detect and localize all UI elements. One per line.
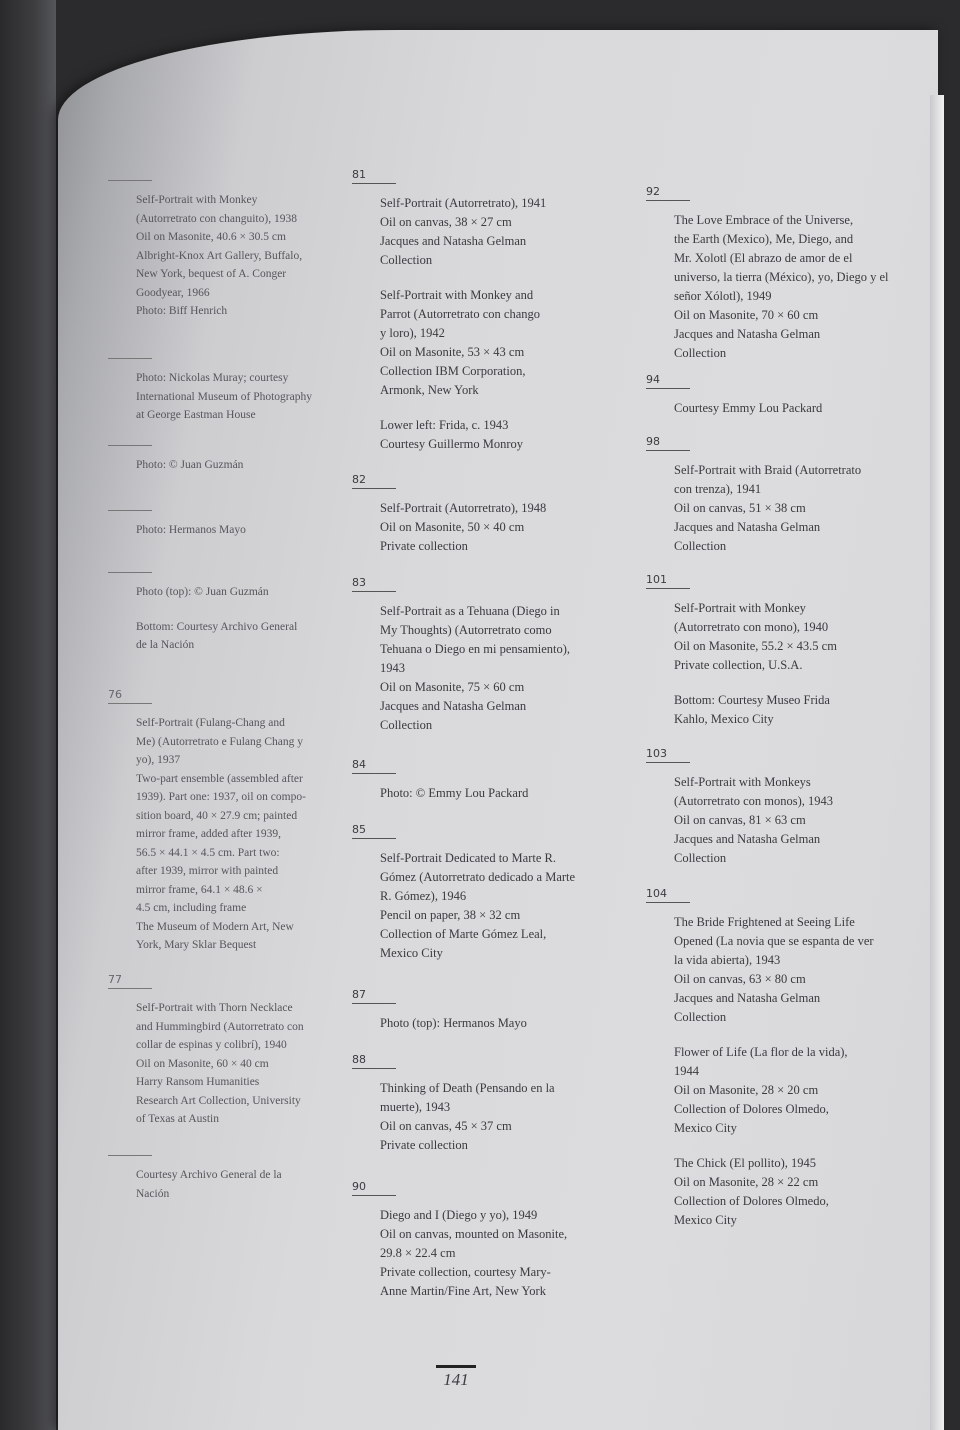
caption-text: [674, 599, 886, 729]
plate-number: [108, 508, 152, 511]
plate-number: 92: [646, 185, 690, 201]
caption-line: Self-Portrait with Monkey and: [380, 288, 534, 302]
caption-line: and Hummingbird (Autorretrato con: [136, 1020, 304, 1033]
caption-line: The Chick (El pollito), 1945: [674, 1156, 816, 1170]
caption-line: Collection: [380, 718, 433, 732]
caption-line: Courtesy Archivo General de la: [136, 1169, 282, 1181]
plate-number: 83: [352, 576, 396, 592]
caption-text: [136, 999, 348, 1129]
caption-line: la vida abierta), 1943: [674, 953, 781, 967]
caption-line: Private collection, courtesy Mary-: [380, 1265, 551, 1279]
page-edge-stack: [930, 95, 944, 1430]
caption-line: 56.5 × 44.1 × 4.5 cm. Part two:: [136, 846, 280, 859]
plate-number: 85: [352, 823, 396, 839]
caption-line: Jacques and Natasha Gelman: [674, 520, 821, 534]
caption-line: Harry Ransom Humanities: [136, 1076, 260, 1088]
caption-line: collar de espinas y colibrí), 1940: [136, 1039, 287, 1051]
caption-line: Gómez (Autorretrato dedicado a Marte: [380, 870, 576, 884]
caption-text: [136, 583, 348, 655]
caption-entry: [646, 373, 886, 418]
caption-line: (Autorretrato con changuito), 1938: [136, 212, 297, 225]
caption-line: muerte), 1943: [380, 1100, 451, 1114]
caption-line: Mexico City: [674, 1121, 737, 1135]
caption-line: Bottom: Courtesy Museo Frida: [674, 693, 830, 707]
caption-line: Mr. Xolotl (El abrazo de amor de el: [674, 251, 853, 265]
caption-line: Photo (top): Hermanos Mayo: [380, 1016, 527, 1030]
caption-line: New York, bequest of A. Conger: [136, 268, 287, 280]
caption-line: Self-Portrait (Autorretrato), 1941: [380, 196, 547, 210]
plate-number: 76: [108, 688, 152, 704]
caption-line: Photo: Hermanos Mayo: [136, 524, 246, 536]
caption-line: Photo: Biff Henrich: [136, 305, 228, 317]
caption-entry: [352, 988, 592, 1033]
caption-entry: [108, 443, 348, 475]
caption-line: Oil on canvas, 45 × 37 cm: [380, 1119, 512, 1133]
plate-number: [108, 1153, 152, 1156]
caption-text: [380, 1079, 592, 1155]
caption-line: 1939). Part one: 1937, oil on compo-: [136, 791, 306, 803]
caption-line: 1943: [380, 661, 405, 675]
plate-number: 84: [352, 758, 396, 774]
caption-entry: [108, 508, 348, 540]
caption-line: con trenza), 1941: [674, 482, 762, 496]
caption-line: International Museum of Photography: [136, 390, 312, 403]
caption-line: Albright-Knox Art Gallery, Buffalo,: [136, 249, 303, 262]
caption-line: Flower of Life (La flor de la vida),: [674, 1045, 848, 1059]
caption-line: The Love Embrace of the Universe,: [674, 213, 854, 227]
caption-line: The Museum of Modern Art, New: [136, 920, 294, 933]
caption-text: [380, 1206, 592, 1301]
caption-line: Bottom: Courtesy Archivo General: [136, 620, 298, 633]
plate-number: 103: [646, 747, 690, 763]
caption-line: señor Xólotl), 1949: [674, 289, 772, 303]
caption-line: Jacques and Natasha Gelman: [674, 991, 821, 1005]
caption-entry: [352, 576, 592, 735]
caption-line: Oil on Masonite, 53 × 43 cm: [380, 345, 525, 359]
caption-entry: [646, 747, 886, 868]
caption-line: yo), 1937: [136, 754, 181, 766]
caption-line: Oil on Masonite, 40.6 × 30.5 cm: [136, 231, 286, 243]
caption-line: Thinking of Death (Pensando en la: [380, 1081, 555, 1095]
caption-line: Goodyear, 1966: [136, 286, 210, 299]
caption-line: Collection: [674, 346, 727, 360]
caption-entry: [108, 178, 348, 321]
caption-line: Oil on Masonite, 75 × 60 cm: [380, 680, 525, 694]
caption-line: Collection: [674, 851, 727, 865]
caption-entry: [108, 1153, 348, 1203]
plate-number: 88: [352, 1053, 396, 1069]
caption-line: Oil on Masonite, 28 × 22 cm: [674, 1175, 819, 1189]
caption-line: universo, la tierra (México), yo, Diego y el: [674, 270, 889, 284]
caption-line: Private collection: [380, 1138, 468, 1152]
caption-line: Tehuana o Diego en mi pensamiento),: [380, 642, 571, 656]
caption-entry: [352, 823, 592, 963]
caption-line: Private collection, U.S.A.: [674, 658, 803, 672]
plate-number: [108, 356, 152, 359]
caption-entry: [108, 570, 348, 655]
plate-number: 90: [352, 1180, 396, 1196]
caption-entry: [646, 887, 886, 1230]
caption-line: Me) (Autorretrato e Fulang Chang y: [136, 735, 304, 748]
caption-line: at George Eastman House: [136, 409, 256, 421]
caption-line: My Thoughts) (Autorretrato como: [380, 623, 552, 637]
caption-entry: [352, 168, 592, 454]
caption-line: Self-Portrait (Fulang-Chang and: [136, 717, 285, 729]
caption-text: [674, 399, 886, 418]
caption-line: Photo (top): © Juan Guzmán: [136, 586, 269, 598]
plate-number: 104: [646, 887, 690, 903]
caption-line: Oil on canvas, 38 × 27 cm: [380, 215, 512, 229]
caption-line: Private collection: [380, 539, 468, 553]
caption-line: Collection of Dolores Olmedo,: [674, 1102, 829, 1116]
caption-text: [136, 456, 348, 475]
caption-line: Self-Portrait with Braid (Autorretrato: [674, 463, 862, 477]
caption-line: Self-Portrait with Monkey: [136, 194, 258, 206]
plate-number: [108, 178, 152, 181]
caption-line: Collection: [380, 253, 433, 267]
caption-line: mirror frame, 64.1 × 48.6 ×: [136, 883, 263, 896]
caption-line: (Autorretrato con monos), 1943: [674, 794, 833, 808]
caption-line: Self-Portrait with Monkeys: [674, 775, 811, 789]
caption-line: Collection: [674, 1010, 727, 1024]
caption-line: the Earth (Mexico), Me, Diego, and: [674, 232, 854, 246]
caption-line: [674, 675, 886, 691]
caption-line: y loro), 1942: [380, 326, 445, 340]
caption-line: Lower left: Frida, c. 1943: [380, 418, 509, 432]
caption-text: [136, 521, 348, 540]
caption-text: [674, 461, 886, 556]
caption-line: Jacques and Natasha Gelman: [674, 327, 821, 341]
caption-entry: [108, 356, 348, 425]
plate-number: 77: [108, 973, 152, 989]
caption-line: Opened (La novia que se espanta de ver: [674, 934, 874, 948]
caption-line: of Texas at Austin: [136, 1113, 219, 1125]
caption-line: Pencil on paper, 38 × 32 cm: [380, 908, 521, 922]
caption-line: de la Nación: [136, 639, 195, 651]
caption-line: after 1939, mirror with painted: [136, 865, 279, 877]
caption-line: Oil on canvas, mounted on Masonite,: [380, 1227, 568, 1241]
adjacent-page-edge: [0, 0, 56, 1430]
caption-line: The Bride Frightened at Seeing Life: [674, 915, 855, 929]
caption-line: Oil on canvas, 81 × 63 cm: [674, 813, 806, 827]
caption-line: Nación: [136, 1187, 170, 1200]
plate-number: 82: [352, 473, 396, 489]
caption-text: [380, 602, 592, 735]
caption-line: Photo: © Juan Guzmán: [136, 459, 244, 471]
caption-line: Research Art Collection, University: [136, 1094, 301, 1107]
caption-line: [674, 1138, 886, 1154]
caption-line: [380, 400, 592, 416]
caption-text: [674, 211, 889, 363]
caption-line: Mexico City: [674, 1213, 737, 1227]
caption-line: sition board, 40 × 27.9 cm; painted: [136, 809, 298, 822]
caption-line: Oil on Masonite, 55.2 × 43.5 cm: [674, 639, 837, 653]
caption-line: Collection of Dolores Olmedo,: [674, 1194, 829, 1208]
caption-line: Armonk, New York: [380, 383, 479, 397]
caption-text: [380, 499, 592, 556]
caption-line: Courtesy Emmy Lou Packard: [674, 401, 823, 415]
plate-number: [108, 570, 152, 573]
caption-text: [674, 773, 886, 868]
plate-number: [108, 443, 152, 446]
caption-entry: [352, 473, 592, 556]
caption-line: Jacques and Natasha Gelman: [380, 699, 527, 713]
caption-line: Self-Portrait Dedicated to Marte R.: [380, 851, 556, 865]
caption-line: Oil on Masonite, 60 × 40 cm: [136, 1057, 269, 1070]
caption-line: Oil on canvas, 63 × 80 cm: [674, 972, 806, 986]
caption-line: R. Gómez), 1946: [380, 889, 467, 903]
page-number: 141: [436, 1365, 476, 1390]
caption-line: Collection: [674, 539, 727, 553]
caption-text: [136, 191, 348, 321]
caption-line: Collection IBM Corporation,: [380, 364, 526, 378]
caption-line: Oil on Masonite, 28 × 20 cm: [674, 1083, 819, 1097]
caption-line: Kahlo, Mexico City: [674, 712, 774, 726]
caption-line: Anne Martin/Fine Art, New York: [380, 1284, 546, 1298]
caption-line: mirror frame, added after 1939,: [136, 828, 281, 840]
plate-number: 81: [352, 168, 396, 184]
caption-line: 1944: [674, 1064, 699, 1078]
caption-line: Self-Portrait (Autorretrato), 1948: [380, 501, 547, 515]
caption-entry: [646, 435, 886, 556]
caption-line: York, Mary Sklar Bequest: [136, 939, 257, 951]
caption-line: [136, 602, 348, 618]
caption-line: Self-Portrait with Thorn Necklace: [136, 1002, 293, 1014]
caption-text: [380, 784, 592, 803]
caption-entry: [646, 185, 889, 363]
caption-entry: [646, 573, 886, 729]
caption-line: 4.5 cm, including frame: [136, 902, 247, 914]
caption-line: (Autorretrato con mono), 1940: [674, 620, 829, 634]
caption-text: [136, 369, 348, 425]
caption-line: [674, 1027, 886, 1043]
caption-line: Parrot (Autorretrato con chango: [380, 307, 541, 321]
caption-line: 29.8 × 22.4 cm: [380, 1246, 456, 1260]
caption-line: Oil on Masonite, 50 × 40 cm: [380, 520, 525, 534]
caption-entry: [108, 973, 348, 1129]
caption-line: Self-Portrait as a Tehuana (Diego in: [380, 604, 560, 618]
caption-line: [380, 270, 592, 286]
caption-line: Courtesy Guillermo Monroy: [380, 437, 524, 451]
caption-text: [136, 1166, 348, 1203]
caption-line: Diego and I (Diego y yo), 1949: [380, 1208, 538, 1222]
caption-text: [674, 913, 886, 1230]
caption-line: Jacques and Natasha Gelman: [380, 234, 527, 248]
caption-line: Photo: Nickolas Muray; courtesy: [136, 372, 289, 384]
caption-line: Collection of Marte Gómez Leal,: [380, 927, 547, 941]
caption-line: Oil on canvas, 51 × 38 cm: [674, 501, 806, 515]
caption-line: Two-part ensemble (assembled after: [136, 772, 303, 785]
caption-entry: [108, 688, 348, 955]
caption-entry: [352, 1180, 592, 1301]
caption-text: [380, 1014, 592, 1033]
plate-number: 98: [646, 435, 690, 451]
caption-text: [380, 849, 592, 963]
plate-number: 87: [352, 988, 396, 1004]
caption-line: Self-Portrait with Monkey: [674, 601, 806, 615]
caption-line: Jacques and Natasha Gelman: [674, 832, 821, 846]
plate-number: 101: [646, 573, 690, 589]
plate-number: 94: [646, 373, 690, 389]
caption-text: [380, 194, 592, 454]
caption-line: Oil on Masonite, 70 × 60 cm: [674, 308, 819, 322]
caption-line: Mexico City: [380, 946, 443, 960]
caption-text: [136, 714, 348, 955]
caption-line: Photo: © Emmy Lou Packard: [380, 786, 529, 800]
caption-entry: [352, 758, 592, 803]
caption-entry: [352, 1053, 592, 1155]
